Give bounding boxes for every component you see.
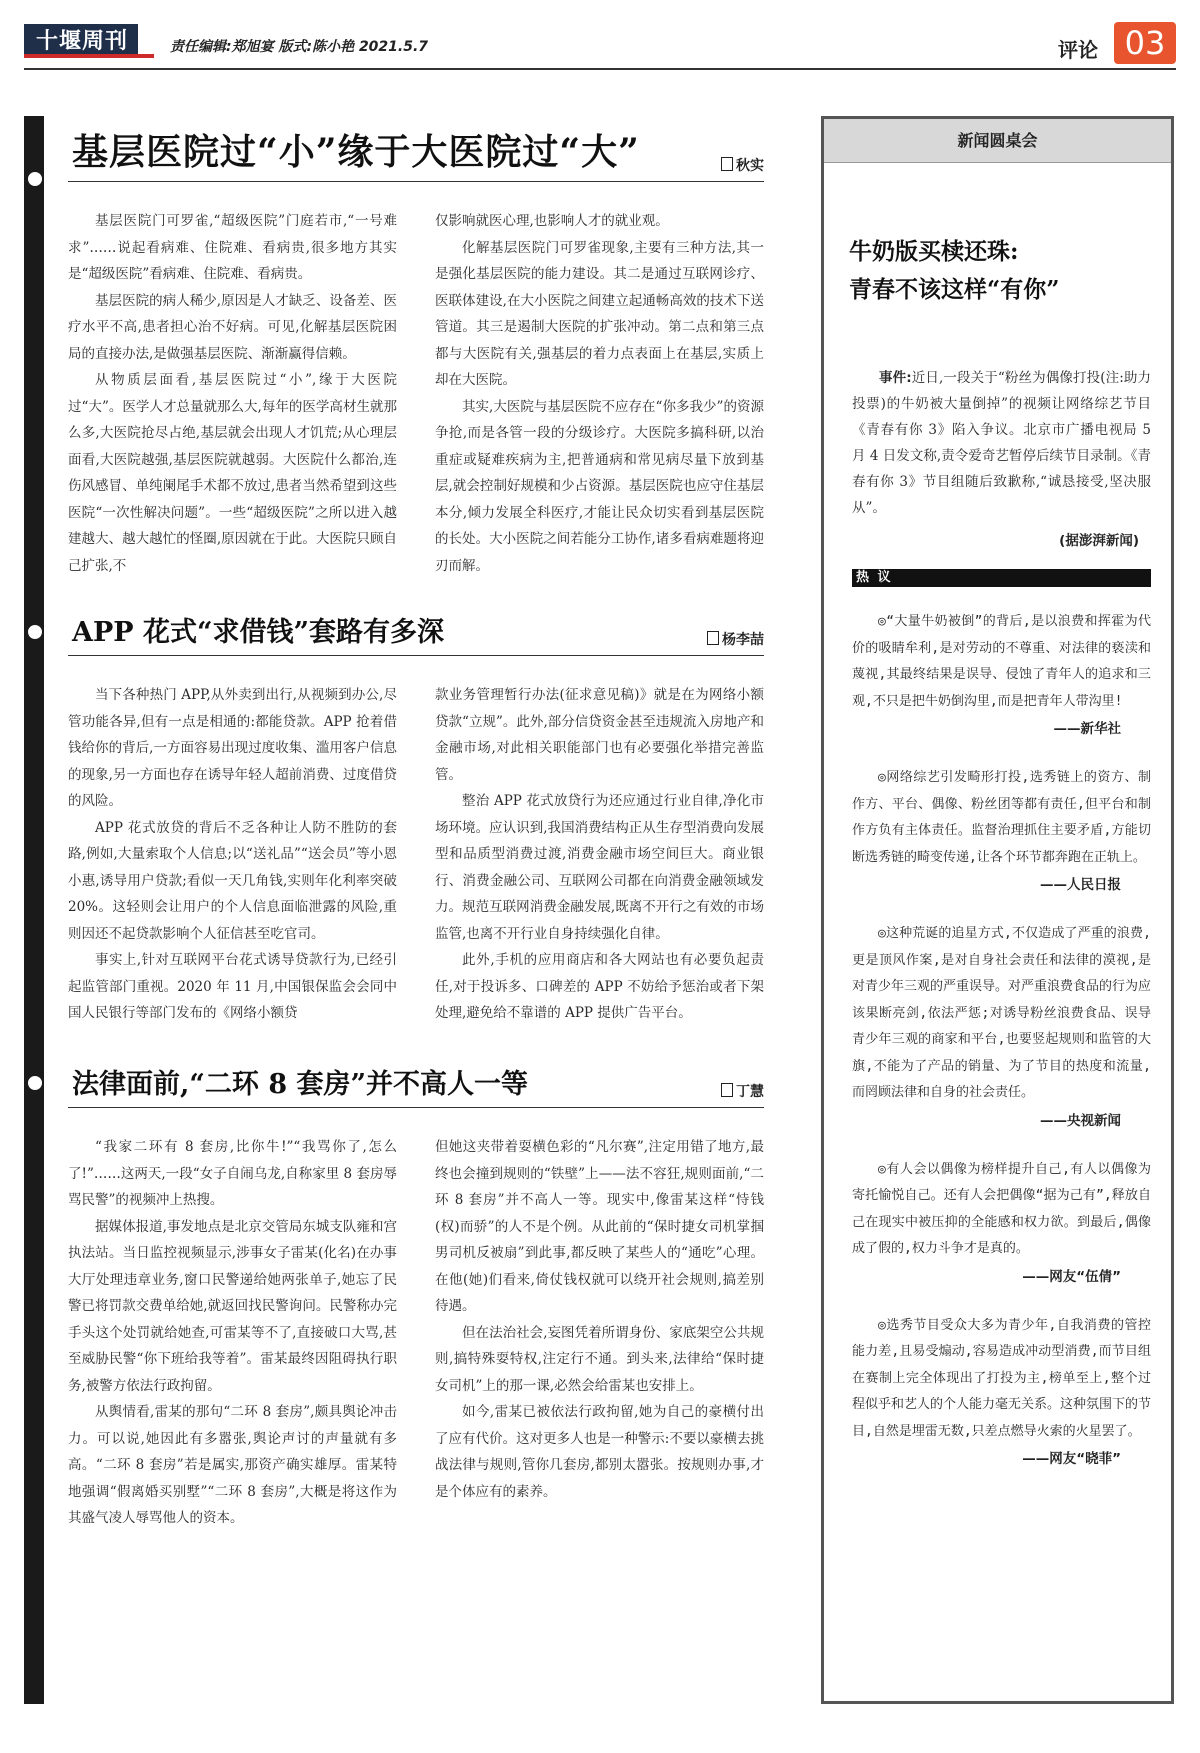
article-title: 法律面前,“二环 8 套房”并不高人一等 [72, 1069, 529, 1100]
article-body [68, 1134, 764, 1532]
article-author: 杨李喆 [707, 629, 764, 649]
sidebar-title-line: 牛奶版买椟还珠: [849, 238, 1019, 265]
paragraph: 从舆情看,雷某的那句“二环 8 套房”,颇具舆论冲击力。可以说,她因此有多嚣张,舆论声讨的声量就有多高。“二环 8 套房”若是属实,那资产确实雄厚。雷某特地强调“假离婚买别墅”“二环 8 套房”,大概是将这作为其盛气凌人辱骂他人的资本。 [68, 1404, 397, 1526]
section-name: 评论 [1058, 38, 1098, 62]
article-app-loans [68, 600, 764, 1027]
brand-logo: 十堰周刊 [24, 24, 138, 58]
article-column-right [435, 208, 764, 579]
comment-text: ◎有人会以偶像为榜样提升自己,有人以偶像为寄托愉悦自己。还有人会把偶像“据为己有”,释放自己在现实中被压抑的全能感和权力欲。到最后,偶像成了假的,权力斗争才是真的。 [852, 1161, 1151, 1256]
paragraph: APP 花式放贷的背后不乏各种让人防不胜防的套路,例如,大量索取个人信息;以“送礼品”“送会员”等小恩小惠,诱导用户贷款;看似一天几角钱,实则年化利率突破 20%。这轻则会让用户的个人信息面临泄露的风险,重则因还不起贷款影响个人征信甚至吃官司。 [68, 819, 397, 942]
article-column-right [435, 1134, 764, 1532]
article-column-right [435, 682, 764, 1027]
event-summary [852, 365, 1151, 521]
comment-list [852, 609, 1151, 1467]
comment-text: ◎这种荒诞的追星方式,不仅造成了严重的浪费,更是顶风作案,是对自身社会责任和法律的漠视,是对青少年三观的严重误导。对严重浪费食品的行为应该果断亮剑,依法严惩;对诱导粉丝浪费食品、误导青少年三观的商家和平台,也要竖起规则和监管的大旗,不能为了产品的销量、为了节目的热度和流量,而罔顾法律和自身的社会责任。 [852, 926, 1152, 1100]
article-hospital [68, 126, 764, 579]
paragraph: 从物质层面看,基层医院过“小”,缘于大医院过“大”。医学人才总量就那么大,每年的医学高材生就那么多,大医院抢尽占绝,基层就会出现人才饥荒;从心理层面看,大医院越强,基层医院就越弱。大医院什么都治,连伤风感冒、单纯阑尾手术都不放过,患者当然希望到这些医院“一次性解决问题”。一些“超级医院”之所以进入越建越大、越大越忙的怪圈,原因就在于此。大医院只顾自己扩张,不 [68, 372, 397, 574]
paragraph: 当下各种热门 APP,从外卖到出行,从视频到办公,尽管功能各异,但有一点是相通的:都能贷款。APP 抢着借钱给你的背后,一方面容易出现过度收集、滥用客户信息的现象,另一方面也存在诱导年轻人超前消费、过度借贷的风险。 [68, 687, 397, 809]
paragraph: 但在法治社会,妄图凭着所谓身份、家底架空公共规则,搞特殊耍特权,注定行不通。到头来,法律给“保时捷女司机”上的那一课,必然会给雷某也安排上。 [435, 1324, 764, 1394]
masthead [24, 22, 1176, 66]
paragraph: 仅影响就医心理,也影响人才的就业观。 [435, 213, 669, 229]
article-column-left [68, 682, 397, 1027]
article-header [68, 126, 764, 182]
bullet-dot-icon [26, 170, 44, 188]
article-author: 丁慧 [721, 1081, 764, 1101]
brand-accent-bar [24, 54, 154, 58]
sidebar-title-line: 青春不该这样“有你” [849, 276, 1060, 303]
comment-source: ——网友“晓菲” [1022, 1451, 1121, 1467]
paragraph: 基层医院的病人稀少,原因是人才缺乏、设备差、医疗水平不高,患者担心治不好病。可见,化解基层医院困局的直接办法,是做强基层医院、渐渐赢得信赖。 [68, 292, 397, 362]
editor-credits: 责任编辑:郑旭宴 版式:陈小艳 2021.5.7 [170, 39, 429, 55]
masthead-divider [24, 68, 1176, 70]
bullet-dot-icon [26, 1074, 44, 1092]
comment-text: ◎选秀节目受众大多为青少年,自我消费的管控能力差,且易受煽动,容易造成冲动型消费,而节目组在赛制上完全体现出了打投为主,榜单至上,整个过程似乎和艺人的个人能力毫无关系。这种氛围下的节目,自然是埋雷无数,只差点燃导火索的火星罢了。 [852, 1317, 1152, 1439]
paragraph: 款业务管理暂行办法(征求意见稿)》就是在为网络小额贷款“立规”。此外,部分信贷资金甚至违规流入房地产和金融市场,对此相关职能部门也有必要强化举措完善监管。 [435, 687, 764, 783]
article-body [68, 682, 764, 1027]
left-decorative-bar [24, 116, 44, 1704]
page-number: 03 [1114, 22, 1176, 64]
event-source: (据澎湃新闻) [1059, 533, 1139, 549]
paragraph: 整治 APP 花式放贷行为还应通过行业自律,净化市场环境。应认识到,我国消费结构正从生存型消费向发展型和品质型消费过渡,消费金融市场空间巨大。商业银行、消费金融公司、互联网公司都在向消费金融领域发力。规范互联网消费金融发展,既离不开行之有效的市场监管,也离不开行业自身持续强化自律。 [435, 793, 764, 942]
article-column-left [68, 208, 397, 579]
paragraph: 据媒体报道,事发地点是北京交管局东城支队雍和宫执法站。当日监控视频显示,涉事女子雷某(化名)在办事大厅处理违章业务,窗口民警递给她两张单子,她忘了民警已将罚款交费单给她,就返回找民警询问。民警称办完手头这个处罚就给她查,可雷某等不了,直接破口大骂,甚至威胁民警“你下班给我等着”。雷某最终因阻碍执行职务,被警方依法行政拘留。 [68, 1218, 397, 1394]
paragraph: 化解基层医院门可罗雀现象,主要有三种方法,其一是强化基层医院的能力建设。其二是通过互联网诊疗、医联体建设,在大小医院之间建立起通畅高效的技术下送管道。其三是遏制大医院的扩张冲动。第二点和第三点都与大医院有关,强基层的着力点表面上在基层,实质上却在大医院。 [435, 239, 764, 388]
article-column-left [68, 1134, 397, 1532]
comment-text: ◎“大量牛奶被倒”的背后,是以浪费和挥霍为代价的吸睛牟利,是对劳动的不尊重、对法律的亵渎和蔑视,其最终结果是误导、侵蚀了青年人的追求和三观,不只是把牛奶倒沟里,而是把青年人带沟里! [852, 614, 1151, 709]
article-author: 秋实 [721, 155, 764, 175]
paragraph: 如今,雷某已被依法行政拘留,她为自己的豪横付出了应有代价。这对更多人也是一种警示:不要以豪横去挑战法律与规则,管你几套房,都别太嚣张。按规则办事,才是个体应有的素养。 [435, 1404, 764, 1500]
paragraph: 但她这夹带着耍横色彩的“凡尔赛”,注定用错了地方,最终也会撞到规则的“铁壁”上——法不容狂,规则面前,“二环 8 套房”并不高人一等。现实中,像雷某这样“恃钱(权)而骄”的人不是个例。从此前的“保时捷女司机掌掴男司机反被扇”到此事,都反映了某些人的“通吃”心理。在他(她)们看来,倚仗钱权就可以绕开社会规则,搞差别待遇。 [435, 1139, 764, 1314]
news-roundtable-sidebar [821, 116, 1174, 1704]
discussion-label-bar: 热 议 [852, 569, 1151, 587]
article-body [68, 208, 764, 579]
bullet-dot-icon [26, 623, 44, 641]
sidebar-header: 新闻圆桌会 [824, 119, 1171, 163]
comment-source: ——新华社 [1053, 721, 1121, 737]
comment-source: ——央视新闻 [1040, 1112, 1121, 1129]
paragraph: 基层医院门可罗雀,“超级医院”门庭若市,“一号难求”……说起看病难、住院难、看病贵,很多地方其实是“超级医院”看病难、住院难、看病贵。 [68, 213, 397, 282]
paragraph: “我家二环有 8 套房,比你牛!”“我骂你了,怎么了!”……这两天,一段“女子自闹乌龙,自称家里 8 套房辱骂民警”的视频冲上热搜。 [68, 1139, 397, 1208]
comment-source: ——网友“伍倩” [1022, 1268, 1121, 1285]
article-eight-houses [68, 1052, 764, 1532]
article-header [68, 1052, 764, 1108]
paragraph: 其实,大医院与基层医院不应存在“你多我少”的资源争抢,而是各管一段的分级诊疗。大医院多搞科研,以治重症或疑难疾病为主,把普通病和常见病尽量下放到基层,就会控制好规模和少占资源。基层医院也应守住基层本分,倾力发展全科医疗,才能让民众切实看到基层医院的长处。大小医院之间若能分工协作,诸多看病难题将迎刃而解。 [435, 398, 764, 574]
paragraph: 事实上,针对互联网平台花式诱导贷款行为,已经引起监管部门重视。2020 年 11 月,中国银保监会会同中国人民银行等部门发布的《网络小额贷 [68, 952, 397, 1021]
comment-source: ——人民日报 [1040, 877, 1121, 893]
paragraph: 此外,手机的应用商店和各大网站也有必要负起责任,对于投诉多、口碑差的 APP 不妨给予惩治或者下架处理,避免给不靠谱的 APP 提供广告平台。 [435, 952, 764, 1021]
sidebar-title [849, 233, 1171, 309]
article-title: APP 花式“求借钱”套路有多深 [72, 617, 445, 648]
article-title: 基层医院过“小”缘于大医院过“大” [72, 131, 640, 173]
comment-text: ◎网络综艺引发畸形打投,选秀链上的资方、制作方、平台、偶像、粉丝团等都有责任,但平台和制作方负有主体责任。监督治理抓住主要矛盾,方能切断选秀链的畸变传递,让各个环节都奔跑在正轨上。 [852, 770, 1151, 865]
event-label: 事件: [879, 370, 912, 386]
event-text: 近日,一段关于“粉丝为偶像打投(注:助力投票)的牛奶被大量倒掉”的视频让网络综艺节目《青春有你 3》陷入争议。北京市广播电视局 5 月 4 日发文称,责令爱奇艺暂停后续节目录制。《青春有你 3》节目组随后致歉称,“诚恳接受,坚决服从”。 [852, 370, 1151, 516]
article-header [68, 600, 764, 656]
